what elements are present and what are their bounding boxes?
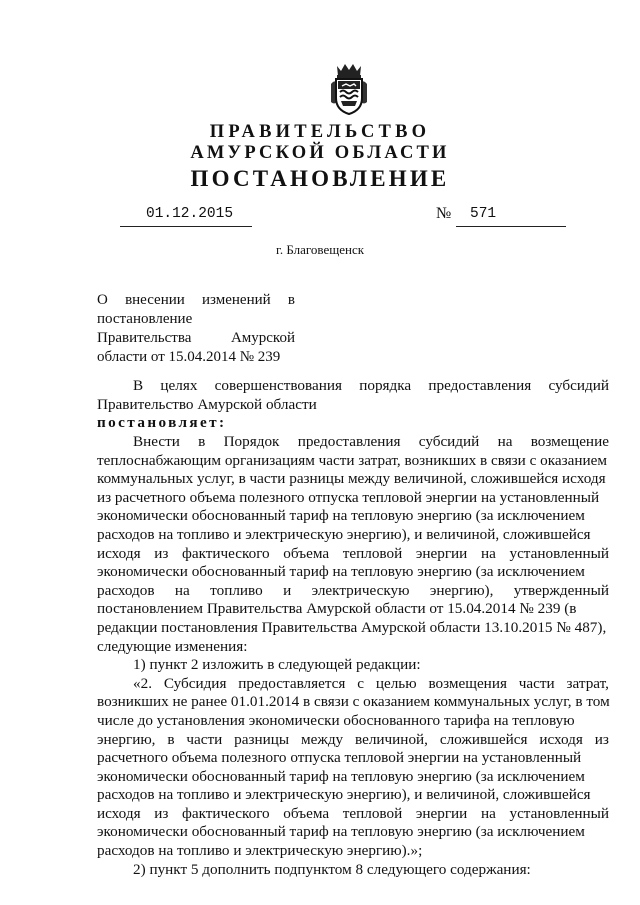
body-line xyxy=(97,452,609,471)
body-line xyxy=(97,768,609,787)
word: установленный xyxy=(509,544,609,562)
word: разницы xyxy=(234,730,290,748)
line-text: коммунальных услуг, в части разницы между величиной, сложившейся исходя xyxy=(97,470,606,488)
line-text: расходов на топливо и электрическую энергию), и величиной, сложившейся xyxy=(97,525,591,543)
word: сложившейся xyxy=(439,730,528,748)
city-name: г. Благовещенск xyxy=(275,242,365,257)
word: порядка xyxy=(359,377,412,394)
line-text: теплоснабжающим организациям части затрат, возникших в связи с оказанием xyxy=(97,451,607,469)
word: предоставления xyxy=(297,433,401,450)
word: топливо xyxy=(210,581,263,599)
body-line xyxy=(97,600,609,619)
word: предоставляется xyxy=(238,674,346,692)
line-text: расчетного объема полезного отпуска тепловой энергии на установленный xyxy=(97,749,582,767)
word: в xyxy=(167,730,175,748)
word: фактического xyxy=(181,544,270,562)
document-subject xyxy=(97,291,295,367)
body-line xyxy=(97,712,609,731)
body-line xyxy=(97,731,609,750)
preamble-line xyxy=(97,396,609,415)
word: энергию, xyxy=(97,730,156,748)
body-line xyxy=(97,675,609,694)
body-line xyxy=(97,582,609,601)
line-text: следующие изменения: xyxy=(97,637,248,655)
word: субсидий xyxy=(548,377,609,394)
body-line xyxy=(97,489,609,508)
word: Правительство Амурской области xyxy=(97,395,317,413)
body-line xyxy=(97,749,609,768)
body-line xyxy=(97,526,609,545)
word: субсидий xyxy=(418,433,480,450)
date-field xyxy=(120,204,252,227)
body-line xyxy=(97,805,609,824)
word: утвержденный xyxy=(513,581,609,599)
document-type-title: ПОСТАНОВЛЕНИЕ xyxy=(190,166,450,191)
body-line xyxy=(97,433,609,452)
word: внесении xyxy=(125,292,185,308)
word: величиной, xyxy=(355,730,428,748)
line-text: экономически обоснованный тариф на тепловую энергию (за исключением xyxy=(97,507,585,525)
word: постановление xyxy=(97,311,193,327)
word: части xyxy=(518,674,555,692)
body-line xyxy=(97,470,609,489)
word: Порядок xyxy=(223,433,280,450)
word: объема xyxy=(283,804,330,822)
line-text: из расчетного объема полезного отпуска тепловой энергии на установленный xyxy=(97,488,600,506)
word: объема xyxy=(283,544,330,562)
word: расходов xyxy=(97,581,155,599)
word: исходя xyxy=(97,544,141,562)
word: предоставления xyxy=(428,377,532,394)
word: исходя xyxy=(539,730,583,748)
word: Амурской xyxy=(230,330,295,346)
word: возмещения xyxy=(428,674,507,692)
body-line xyxy=(97,693,609,712)
word: из xyxy=(594,730,609,748)
word: из xyxy=(154,804,169,822)
body-line xyxy=(97,563,609,582)
word: фактического xyxy=(181,804,270,822)
word: на xyxy=(480,804,496,822)
number-field xyxy=(456,204,566,227)
word: части xyxy=(186,730,223,748)
preamble xyxy=(97,377,609,433)
word: тепловой xyxy=(342,804,403,822)
body-line xyxy=(97,638,609,657)
word: на xyxy=(497,433,513,450)
line-text: 1) пункт 2 изложить в следующей редакции: xyxy=(133,656,421,674)
word: исходя xyxy=(97,804,141,822)
word: из xyxy=(154,544,169,562)
word: Субсидия xyxy=(163,674,227,692)
word: с xyxy=(357,674,364,692)
word: затрат, xyxy=(566,674,609,692)
word: О xyxy=(97,292,108,308)
resolves-word: постановляет: xyxy=(97,414,227,432)
word: в xyxy=(287,292,295,308)
number-sign: № xyxy=(436,205,452,222)
word: В xyxy=(133,377,144,394)
word: целью xyxy=(375,674,417,692)
word: энергии xyxy=(415,804,468,822)
document-body xyxy=(97,433,609,879)
word: и xyxy=(283,581,292,599)
body-line xyxy=(97,507,609,526)
word: на xyxy=(480,544,496,562)
word: Правительства xyxy=(97,330,192,346)
body-line xyxy=(97,656,609,675)
word: совершенствования xyxy=(214,377,342,394)
preamble-line xyxy=(97,377,609,396)
word: изменений xyxy=(202,292,271,308)
word: в xyxy=(198,433,206,450)
word: «2. xyxy=(133,674,152,692)
word: электрическую xyxy=(311,581,410,599)
body-line xyxy=(97,842,609,861)
subject-line xyxy=(97,329,295,348)
coat-of-arms-icon xyxy=(328,62,370,116)
line-text: редакции постановления Правительства Амурской области 13.10.2015 № 487), xyxy=(97,618,607,636)
word: на xyxy=(174,581,190,599)
line-text: расходов на топливо и электрическую энергию), и величиной, сложившейся xyxy=(97,786,591,804)
word: энергию), xyxy=(429,581,494,599)
word: установленный xyxy=(509,804,609,822)
subject-line xyxy=(97,291,295,310)
body-line xyxy=(97,545,609,564)
subject-line xyxy=(97,348,295,367)
word: области от 15.04.2014 № 239 xyxy=(97,349,281,365)
line-text: экономически обоснованный тариф на тепловую энергию (за исключением xyxy=(97,823,585,841)
document-number: 571 xyxy=(470,206,497,222)
subject-line xyxy=(97,310,295,329)
line-text: числе до установления экономически обоснованного тарифа на тепловую xyxy=(97,711,575,729)
line-text: 2) пункт 5 дополнить подпунктом 8 следующего содержания: xyxy=(133,860,531,878)
line-text: экономически обоснованный тариф на тепловую энергию (за исключением xyxy=(97,767,585,785)
region-title: АМУРСКОЙ ОБЛАСТИ xyxy=(190,143,450,163)
line-text: возникших не ранее 01.01.2014 в связи с оказанием коммунальных услуг, в том xyxy=(97,693,610,711)
body-line xyxy=(97,823,609,842)
document-date: 01.12.2015 xyxy=(146,206,234,222)
government-title: ПРАВИТЕЛЬСТВО xyxy=(209,122,431,142)
line-text: постановлением Правительства Амурской области от 15.04.2014 № 239 (в xyxy=(97,600,577,618)
line-text: экономически обоснованный тариф на тепловую энергию (за исключением xyxy=(97,563,585,581)
word: тепловой xyxy=(342,544,403,562)
word: энергии xyxy=(415,544,468,562)
word: возмещение xyxy=(530,433,609,450)
word: Внести xyxy=(133,433,180,450)
body-line xyxy=(97,861,609,880)
body-line xyxy=(97,619,609,638)
word: целях xyxy=(160,377,198,394)
body-line xyxy=(97,786,609,805)
preamble-line xyxy=(97,414,609,433)
word: между xyxy=(300,730,344,748)
line-text: расходов на топливо и электрическую энергию).»; xyxy=(97,842,423,860)
